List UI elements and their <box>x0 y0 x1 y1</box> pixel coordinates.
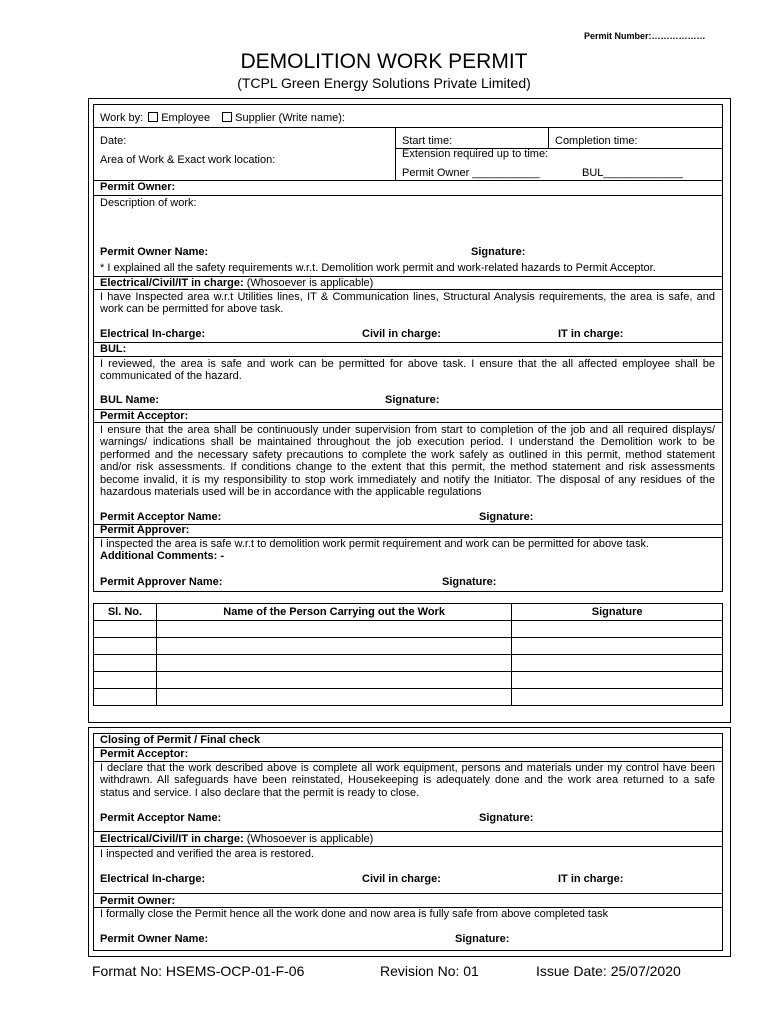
electrical-incharge-label[interactable]: Electrical In-charge: <box>100 328 206 340</box>
completion-time-label[interactable]: Completion time: <box>555 135 638 147</box>
electrical-heading: Electrical/Civil/IT in charge: <box>100 277 244 289</box>
extension-label[interactable]: Extension required up to time: <box>402 148 549 160</box>
approver-name-label[interactable]: Permit Approver Name: <box>100 576 223 588</box>
acceptor-statement: I ensure that the area shall be continuously under supervision from start to completion of the job and all required displays/ warnings/ indications shall be maintained throughout the job execution period. I understand the Demolition work to be performed and the necessary safety precautions to complete the work safely as outlined in this permit, method statement and/or risk assessments. If conditions change to the extent that this permit, the method statement and risk assessments become invalid, it is my responsibility to stop work immediately and notify the Initiator. The disposal of any residues of the hazardous materials used will be in accordance with the applicable regulations <box>100 424 715 499</box>
table-cell[interactable] <box>512 638 723 655</box>
owner-statement: * I explained all the safety requirements w.r.t. Demolition work permit and work-related hazards to Permit Acceptor. <box>100 262 656 274</box>
table-cell[interactable] <box>512 689 723 706</box>
work-by-label: Work by: <box>100 112 144 124</box>
electrical-statement: I have Inspected area w.r.t Utilities lines, IT & Communication lines, Structural Analysis requirements, the area is safe, and work can be permitted for above task. <box>100 291 715 316</box>
persons-table <box>93 603 723 706</box>
closing-electrical-heading-row <box>100 833 373 846</box>
page-title: DEMOLITION WORK PERMIT <box>240 50 528 73</box>
employee-checkbox[interactable] <box>148 112 158 122</box>
closing-civil-incharge-label[interactable]: Civil in charge: <box>362 873 441 885</box>
closing-acceptor-name-label[interactable]: Permit Acceptor Name: <box>100 812 222 824</box>
table-row[interactable] <box>94 621 723 638</box>
acceptor-heading: Permit Acceptor: <box>100 410 189 422</box>
bul-signature-line[interactable]: BUL_____________ <box>582 167 683 179</box>
whosoever-note: (Whosoever is applicable) <box>246 277 374 289</box>
revision-number: Revision No: 01 <box>380 963 479 979</box>
table-row[interactable] <box>94 672 723 689</box>
owner-name-label[interactable]: Permit Owner Name: <box>100 246 209 258</box>
page-subtitle: (TCPL Green Energy Solutions Private Limited) <box>237 75 531 91</box>
permit-owner-signature-line[interactable]: Permit Owner ___________ <box>402 167 540 179</box>
table-cell[interactable] <box>156 655 511 672</box>
table-cell[interactable] <box>156 672 511 689</box>
closing-acceptor-signature-label[interactable]: Signature: <box>479 812 534 824</box>
closing-electrical-statement: I inspected and verified the area is restored. <box>100 848 315 860</box>
permit-number: Permit Number:……………… <box>584 31 706 41</box>
bul-name-label[interactable]: BUL Name: <box>100 394 160 406</box>
bul-signature-label[interactable]: Signature: <box>385 394 440 406</box>
table-cell[interactable] <box>512 672 723 689</box>
approver-signature-label[interactable]: Signature: <box>442 576 497 588</box>
approver-heading: Permit Approver: <box>100 524 190 536</box>
issue-date: Issue Date: 25/07/2020 <box>536 963 681 979</box>
table-cell[interactable] <box>94 672 157 689</box>
closing-owner-name-label[interactable]: Permit Owner Name: <box>100 933 209 945</box>
table-cell[interactable] <box>94 638 157 655</box>
employee-label: Employee <box>161 112 211 124</box>
table-cell[interactable] <box>94 621 157 638</box>
owner-signature-label[interactable]: Signature: <box>471 246 526 258</box>
approver-statement: I inspected the area is safe w.r.t to demolition work permit requirement and work can be permitted for above task. <box>100 538 650 550</box>
table-cell[interactable] <box>156 689 511 706</box>
acceptor-name-label[interactable]: Permit Acceptor Name: <box>100 511 222 523</box>
format-number: Format No: HSEMS-OCP-01-F-06 <box>92 963 305 979</box>
electrical-heading-row <box>100 277 373 290</box>
closing-acceptor-statement: I declare that the work described above is complete all work equipment, persons and materials under my control have been withdrawn. All safeguards have been reinstated, Housekeeping is adequately done and the work area returned to a safe status and service. I also declare that the permit is ready to close. <box>100 762 715 799</box>
closing-electrical-heading: Electrical/Civil/IT in charge: <box>100 833 244 845</box>
bul-statement: I reviewed, the area is safe and work can be permitted for above task. I ensure that the all affected employee shall be communicated of the hazard. <box>100 358 715 383</box>
date-label[interactable]: Date: <box>100 135 127 147</box>
closing-owner-signature-label[interactable]: Signature: <box>455 933 510 945</box>
signature-header: Signature <box>512 604 723 621</box>
table-cell[interactable] <box>156 621 511 638</box>
table-header-row <box>94 604 723 621</box>
table-cell[interactable] <box>94 689 157 706</box>
table-cell[interactable] <box>512 621 723 638</box>
closing-whosoever-note: (Whosoever is applicable) <box>246 833 374 845</box>
work-by-row <box>100 112 345 125</box>
table-cell[interactable] <box>512 655 723 672</box>
closing-owner-heading: Permit Owner: <box>100 895 176 907</box>
person-name-header: Name of the Person Carrying out the Work <box>156 604 511 621</box>
additional-comments-label[interactable]: Additional Comments: - <box>100 550 225 562</box>
permit-owner-heading: Permit Owner: <box>100 181 176 193</box>
closing-electrical-incharge-label[interactable]: Electrical In-charge: <box>100 873 206 885</box>
civil-incharge-label[interactable]: Civil in charge: <box>362 328 441 340</box>
start-time-label[interactable]: Start time: <box>402 135 453 147</box>
supplier-label: Supplier (Write name): <box>235 112 345 124</box>
area-of-work-label[interactable]: Area of Work & Exact work location: <box>100 154 276 166</box>
supplier-checkbox[interactable] <box>222 112 232 122</box>
acceptor-signature-label[interactable]: Signature: <box>479 511 534 523</box>
table-cell[interactable] <box>94 655 157 672</box>
table-row[interactable] <box>94 689 723 706</box>
bul-heading: BUL: <box>100 343 127 355</box>
sl-no-header: Sl. No. <box>94 604 157 621</box>
table-row[interactable] <box>94 655 723 672</box>
description-label[interactable]: Description of work: <box>100 197 197 209</box>
closing-acceptor-heading: Permit Acceptor: <box>100 748 189 760</box>
table-cell[interactable] <box>156 638 511 655</box>
closing-owner-statement: I formally close the Permit hence all the work done and now area is fully safe from above completed task <box>100 908 609 920</box>
closing-it-incharge-label[interactable]: IT in charge: <box>558 873 624 885</box>
closing-heading: Closing of Permit / Final check <box>100 734 261 746</box>
it-incharge-label[interactable]: IT in charge: <box>558 328 624 340</box>
table-row[interactable] <box>94 638 723 655</box>
